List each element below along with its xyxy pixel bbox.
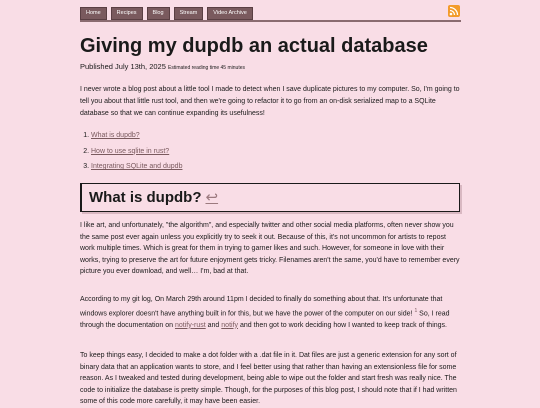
body-paragraph-2 <box>80 294 461 331</box>
paragraph-text: According to my git log, On March 29th around 11pm I decided to finally do something about that. It's unfortunate that windows explorer doesn't have anything built in for this, but we have the power of the computer on our side! <box>80 296 443 317</box>
header-divider <box>80 20 461 22</box>
post-meta <box>80 62 245 73</box>
toc-link-integrating[interactable]: Integrating SQLite and dupdb <box>91 163 183 170</box>
nav-stream-link[interactable]: Stream <box>174 7 204 20</box>
back-to-top-link[interactable]: ↩ <box>205 189 219 206</box>
toc-item <box>91 159 391 175</box>
nav-blog-link[interactable]: Blog <box>147 7 170 20</box>
nav-home-link[interactable]: Home <box>80 7 107 20</box>
paragraph-text: and then got to work deciding how I wanted to keep track of things. <box>238 321 447 329</box>
notify-link[interactable]: notify <box>221 321 239 329</box>
toc-item <box>91 128 391 144</box>
body-paragraph-1: I like art, and unfortunately, "the algorithm", and especially twitter and other social media platforms, often never show you the same post ever again unless you explicitly try to seek it out. Because of this, it's not uncommon for artists to repost work multiple times. Which is great for them in trying to garner likes and such. However, for someone in love with their works, trying to preserve the art for future enjoyment gets tricky. Filenames aren't the same, you'd have to remember every picture you ever download, and well… I'm, bad at that. <box>80 222 460 276</box>
toc-link-sqlite-rust[interactable]: How to use sqlite in rust? <box>91 147 170 155</box>
post-title: Giving my dupdb an actual database <box>80 35 428 57</box>
table-of-contents <box>80 128 391 175</box>
section-heading-text: What is dupdb? <box>89 189 202 206</box>
toc-item <box>91 144 391 160</box>
nav-video-archive-link[interactable]: Video Archive <box>207 7 253 20</box>
body-paragraph-3: To keep things easy, I decided to make a dot folder with a .dat file in it. Dat files are just a generic extension for any sort of binary data that an application wants to store, and I feel better using that rather than having an extensionless file for some reason. As I tweaked and tested during development, being able to wipe out the folder and start fresh was really nice. The code to initialize the database is pretty simple. Though, for the purposes of this blog post, I should note that if I had written some of this code more carefully, it may have been easier. <box>80 352 457 406</box>
section-heading-box <box>80 183 460 212</box>
top-nav <box>80 7 461 19</box>
reading-time: Estimated reading time 45 minutes <box>168 65 245 71</box>
rss-icon[interactable] <box>448 5 460 17</box>
notify-rust-link[interactable]: notify-rust <box>174 321 206 329</box>
paragraph-text: and <box>205 321 222 329</box>
published-date: Published July 13th, 2025 <box>80 62 166 71</box>
section-heading <box>89 188 218 207</box>
intro-paragraph: I never wrote a blog post about a little tool I made to detect when I save duplicate pictures to my computer. So, I'm going to tell you about that little rust tool, and then we're going to refactor it to go from an on-disk serialized map to a SQLite database so that we can continue expanding its usefulness! <box>80 86 460 117</box>
nav-recipes-link[interactable]: Recipes <box>111 7 143 20</box>
footnote-ref[interactable]: 1 <box>414 307 418 314</box>
toc-link-what-is-dupdb[interactable]: What is dupdb? <box>91 132 140 139</box>
paragraph-text: So, I read through the documentation on <box>80 309 450 329</box>
